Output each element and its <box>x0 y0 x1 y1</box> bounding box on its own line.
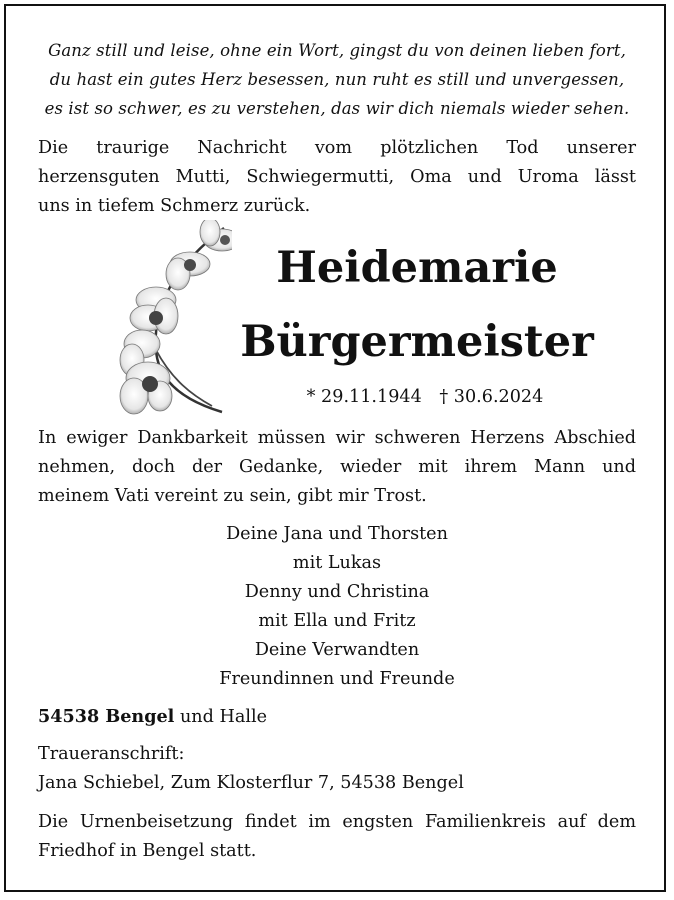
signer-line: mit Ella und Fritz <box>258 611 416 631</box>
signer-line: Denny und Christina <box>244 582 430 602</box>
memorial-poem <box>20 36 654 123</box>
location-line <box>38 702 636 732</box>
burial-line: Friedhof in Bengel statt. <box>38 841 257 861</box>
address-label: Traueranschrift: <box>38 744 185 764</box>
farewell-paragraph <box>38 424 636 511</box>
location-rest: und Halle <box>174 707 267 727</box>
signers-list <box>100 520 574 694</box>
intro-line: herzensguten Mutti, Schwiegermutti, Oma und Uroma lässt <box>38 167 636 187</box>
life-dates <box>260 384 590 410</box>
intro-line: uns in tiefem Schmerz zurück. <box>38 196 311 216</box>
location-bold: 54538 Bengel <box>38 706 175 727</box>
mourning-address <box>38 740 636 798</box>
intro-line: Die traurige Nachricht vom plötzlichen Tod unserer <box>38 138 636 158</box>
poem-line: Ganz still und leise, ohne ein Wort, gingst du von deinen lieben fort, <box>48 41 626 60</box>
address-value: Jana Schiebel, Zum Klosterflur 7, 54538 Bengel <box>38 773 464 793</box>
death-date: † 30.6.2024 <box>439 387 544 407</box>
signer-line: Deine Verwandten <box>254 640 420 660</box>
farewell-line: In ewiger Dankbarkeit müssen wir schweren Herzens Abschied <box>38 428 636 448</box>
burial-line: Die Urnenbeisetzung findet im engsten Familienkreis auf dem <box>38 812 636 832</box>
signer-line: Freundinnen und Freunde <box>219 669 455 689</box>
poem-line: du hast ein gutes Herz besessen, nun ruht es still und unvergessen, <box>49 70 625 89</box>
orchid-branch-icon <box>112 220 232 420</box>
signer-line: mit Lukas <box>292 553 382 573</box>
farewell-line: meinem Vati vereint zu sein, gibt mir Trost. <box>38 486 427 506</box>
birth-date: * 29.11.1944 <box>306 387 422 407</box>
intro-paragraph <box>38 134 636 221</box>
signer-line: Deine Jana und Thorsten <box>226 524 448 544</box>
poem-line: es ist so schwer, es zu verstehen, das wir dich niemals wieder sehen. <box>44 99 630 118</box>
farewell-line: nehmen, doch der Gedanke, wieder mit ihrem Mann und <box>38 457 636 477</box>
burial-paragraph <box>38 808 636 866</box>
deceased-last-name: Bürgermeister <box>240 317 594 367</box>
deceased-first-name: Heidemarie <box>276 243 558 293</box>
